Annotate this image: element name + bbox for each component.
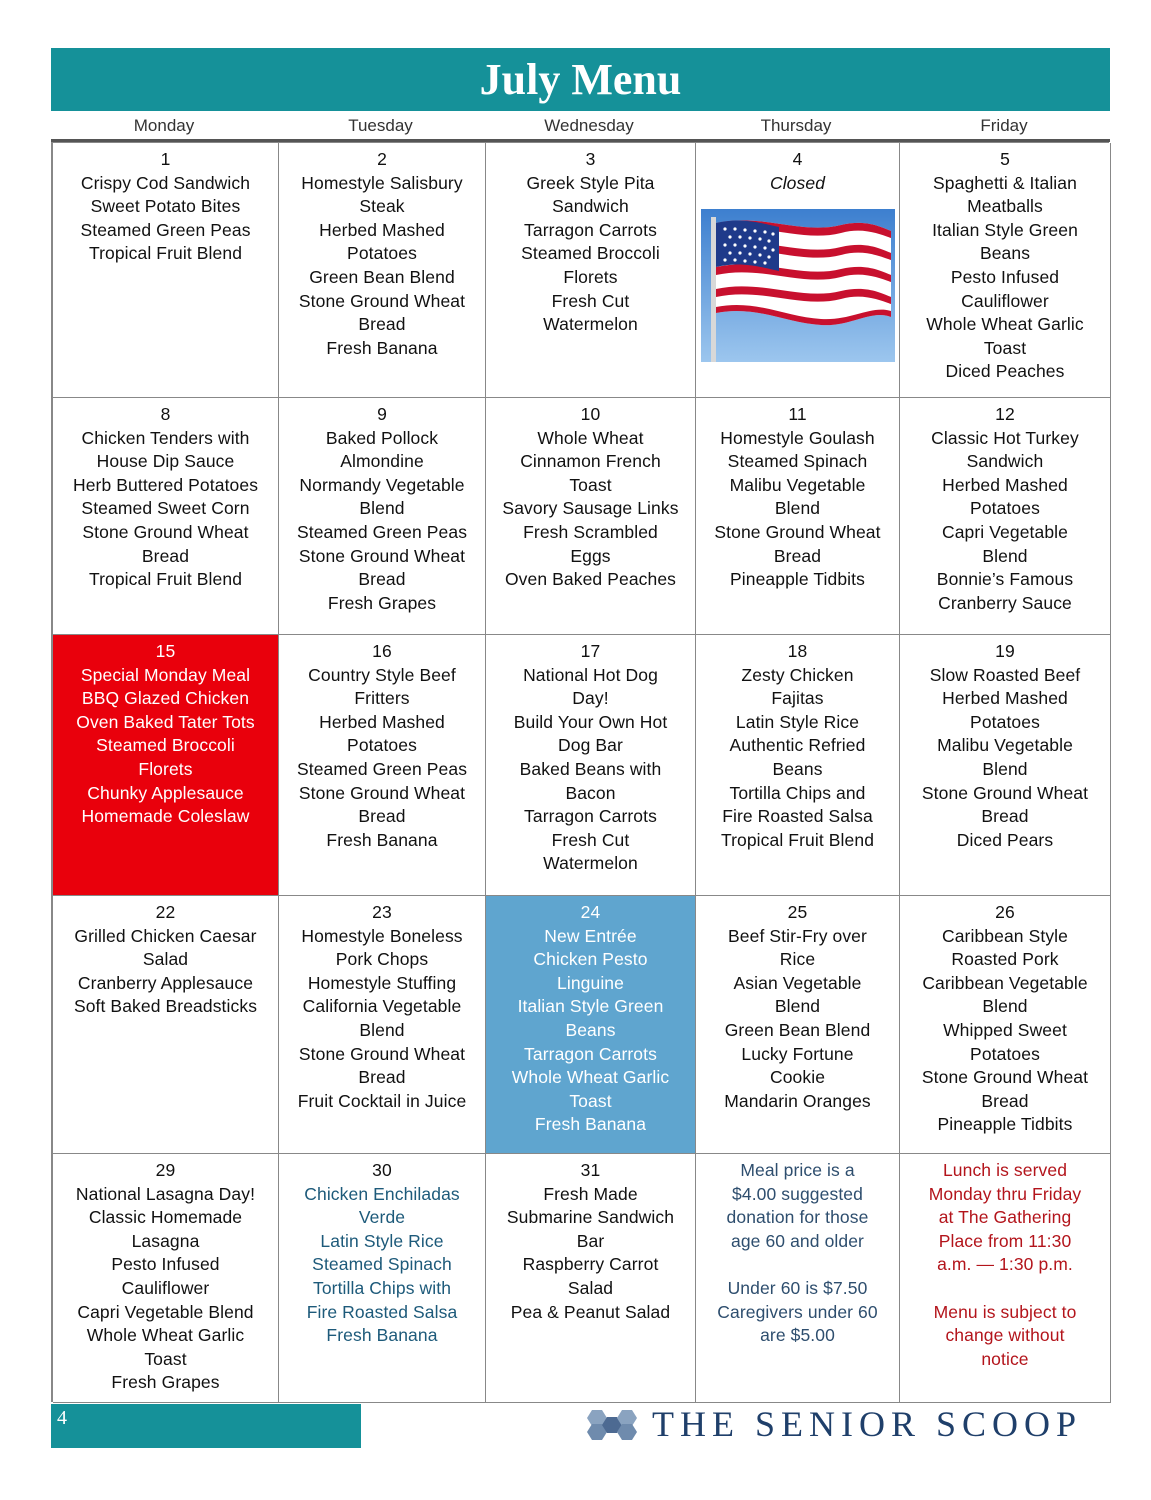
- day-cell-3: [486, 143, 696, 398]
- menu-item: Malibu Vegetable: [729, 474, 866, 495]
- menu-item: Florets: [138, 758, 193, 779]
- menu-item: Lucky Fortune: [741, 1043, 854, 1064]
- menu-item: Fresh Banana: [326, 829, 438, 850]
- price-line: Under 60 is $7.50: [727, 1277, 868, 1298]
- menu-item: Blend: [774, 498, 821, 519]
- menu-item: Fresh Scrambled: [523, 521, 658, 542]
- spacer: [696, 1253, 899, 1277]
- day-number: 22: [155, 902, 176, 922]
- menu-item: Caribbean Vegetable: [922, 972, 1088, 993]
- price-line: age 60 and older: [731, 1230, 864, 1251]
- day-number: 24: [580, 902, 601, 922]
- menu-item: Fresh Made: [543, 1183, 638, 1204]
- menu-item: Toast: [983, 337, 1027, 358]
- menu-item: Homestyle Goulash: [720, 427, 875, 448]
- menu-item: Herb Buttered Potatoes: [72, 474, 259, 495]
- menu-item: Potatoes: [347, 243, 417, 264]
- menu-item: Latin Style Rice: [320, 1230, 444, 1251]
- menu-item: Day!: [572, 688, 609, 709]
- closed-label: Closed: [769, 172, 826, 193]
- menu-item: Stone Ground Wheat: [921, 782, 1089, 803]
- menu-item: Bread: [358, 806, 406, 827]
- spacer: [900, 1277, 1110, 1301]
- day-number: 25: [787, 902, 808, 922]
- menu-item: Bread: [358, 569, 406, 590]
- day-number: 18: [787, 641, 808, 661]
- menu-item: Whole Wheat Garlic: [926, 314, 1084, 335]
- meal-price-info: [696, 1154, 900, 1403]
- menu-item: Raspberry Carrot: [522, 1254, 659, 1275]
- weekday-monday: Monday: [133, 116, 195, 135]
- menu-item: Rice: [779, 949, 816, 970]
- day-number: 3: [585, 149, 596, 169]
- menu-item: Homestyle Salisbury: [301, 172, 463, 193]
- menu-item: Build Your Own Hot: [513, 711, 668, 732]
- menu-item: Stone Ground Wheat: [298, 545, 466, 566]
- menu-item: Salad: [567, 1277, 614, 1298]
- day-cell-12: [900, 398, 1111, 635]
- menu-item: Lasagna: [131, 1230, 200, 1251]
- day-cell-15-special: [53, 635, 279, 896]
- menu-item: Stone Ground Wheat: [298, 1043, 466, 1064]
- menu-item: Meatballs: [967, 196, 1043, 217]
- menu-item: Whole Wheat Garlic: [511, 1067, 670, 1088]
- menu-item: Pesto Infused: [111, 1254, 220, 1275]
- menu-item: Fresh Grapes: [111, 1372, 220, 1393]
- day-cell-18: [696, 635, 900, 896]
- menu-item: Authentic Refried: [729, 735, 866, 756]
- day-number: 5: [1000, 149, 1010, 169]
- menu-item: Potatoes: [347, 735, 417, 756]
- menu-item: Potatoes: [970, 498, 1040, 519]
- menu-item: House Dip Sauce: [96, 451, 235, 472]
- day-cell-23: [279, 896, 486, 1154]
- menu-item: Fresh Grapes: [327, 592, 437, 613]
- day-cell-26: [900, 896, 1111, 1154]
- menu-item: Blend: [982, 545, 1028, 566]
- american-flag-image: [701, 209, 895, 362]
- menu-item: Homestyle Boneless: [301, 925, 463, 946]
- menu-item: Pork Chops: [335, 949, 429, 970]
- menu-item: Normandy Vegetable: [299, 474, 465, 495]
- menu-item: Tarragon Carrots: [524, 806, 657, 827]
- menu-item: Italian Style Green: [932, 219, 1078, 240]
- menu-item: Fajitas: [771, 688, 824, 709]
- menu-item: Cookie: [769, 1067, 826, 1088]
- menu-item: Tropical Fruit Blend: [88, 569, 243, 590]
- menu-item: Cauliflower: [121, 1277, 210, 1298]
- menu-item: Savory Sausage Links: [502, 498, 679, 519]
- menu-item: Chunky Applesauce: [87, 782, 244, 803]
- menu-item: Bread: [358, 1067, 406, 1088]
- hours-line: a.m. — 1:30 p.m.: [937, 1254, 1073, 1275]
- day-cell-4: [696, 143, 900, 398]
- day-cell-5: [900, 143, 1111, 398]
- day-cell-9: [279, 398, 486, 635]
- menu-item: Blend: [982, 758, 1028, 779]
- menu-item: Bread: [141, 545, 190, 566]
- menu-item: Fresh Cut: [551, 290, 630, 311]
- day-cell-1: [53, 143, 279, 398]
- menu-item: BBQ Glazed Chicken: [81, 688, 250, 709]
- day-number: 12: [995, 404, 1015, 424]
- notice-line: notice: [981, 1348, 1029, 1369]
- menu-item: Chicken Enchiladas: [304, 1183, 460, 1204]
- menu-item: Oven Baked Peaches: [504, 569, 677, 590]
- day-cell-8: [53, 398, 279, 635]
- day-number: 23: [372, 902, 392, 922]
- menu-item: Fresh Banana: [326, 1325, 438, 1346]
- menu-item: Green Bean Blend: [724, 1019, 871, 1040]
- day-number: 16: [372, 641, 392, 661]
- menu-item: Bacon: [565, 782, 616, 803]
- menu-item: Classic Homemade: [88, 1207, 243, 1228]
- newsletter-brand: [578, 1402, 1082, 1446]
- menu-item: Mandarin Oranges: [724, 1090, 871, 1111]
- menu-item: California Vegetable: [302, 996, 462, 1017]
- menu-item: Toast: [569, 1090, 612, 1111]
- menu-item: Bread: [981, 1090, 1029, 1111]
- day-number: 9: [377, 404, 387, 424]
- menu-item: Stone Ground Wheat: [298, 290, 466, 311]
- menu-title: July Menu: [51, 48, 1110, 111]
- menu-item: Eggs: [570, 545, 611, 566]
- price-line: donation for those: [726, 1207, 869, 1228]
- menu-item: Baked Beans with: [519, 758, 662, 779]
- menu-item: Tarragon Carrots: [524, 1043, 657, 1064]
- menu-item: Toast: [144, 1348, 187, 1369]
- menu-item: Green Bean Blend: [309, 266, 455, 287]
- newsletter-name: THE SENIOR SCOOP: [652, 1404, 1083, 1444]
- day-cell-30: [279, 1154, 486, 1403]
- notice-line: change without: [945, 1325, 1065, 1346]
- menu-item: Pesto Infused: [950, 266, 1060, 287]
- menu-item: Fire Roasted Salsa: [306, 1301, 458, 1322]
- hours-line: Monday thru Friday: [928, 1183, 1082, 1204]
- menu-item: Chicken Pesto: [533, 949, 648, 970]
- day-cell-29: [53, 1154, 279, 1403]
- menu-item: Stone Ground Wheat: [298, 782, 466, 803]
- menu-item: Beans: [772, 758, 823, 779]
- page-number-bar: [51, 1404, 361, 1448]
- day-number: 30: [372, 1160, 392, 1180]
- menu-item: Grilled Chicken Caesar: [74, 925, 257, 946]
- menu-item: Florets: [563, 266, 618, 287]
- menu-item: Steamed Green Peas: [296, 758, 468, 779]
- menu-item: Bar: [576, 1230, 605, 1251]
- menu-item: Steamed Sweet Corn: [81, 498, 250, 519]
- menu-item: Country Style Beef: [308, 664, 456, 685]
- menu-item: Herbed Mashed: [942, 688, 1068, 709]
- menu-item: Almondine: [340, 451, 424, 472]
- menu-item: Beef Stir-Fry over: [728, 925, 867, 946]
- menu-item: Herbed Mashed: [942, 474, 1068, 495]
- lunch-hours-info: [900, 1154, 1111, 1403]
- menu-item: Bread: [981, 806, 1029, 827]
- menu-item: Steak: [359, 196, 405, 217]
- day-number: 11: [788, 404, 807, 424]
- weekday-wednesday: Wednesday: [544, 116, 634, 135]
- menu-item: Zesty Chicken: [741, 664, 854, 685]
- menu-item: Caribbean Style: [941, 925, 1069, 946]
- menu-item: Roasted Pork: [951, 949, 1059, 970]
- menu-item: Blend: [774, 996, 821, 1017]
- day-number: 4: [792, 149, 803, 169]
- menu-item: Fresh Banana: [326, 337, 438, 358]
- menu-item: Baked Pollock: [325, 427, 439, 448]
- menu-item: Diced Peaches: [945, 361, 1065, 382]
- menu-item: Steamed Broccoli: [521, 243, 660, 264]
- day-number: 10: [580, 404, 601, 424]
- weekday-header: [51, 113, 1110, 142]
- menu-item: Slow Roasted Beef: [929, 664, 1081, 685]
- menu-item: Pineapple Tidbits: [730, 569, 865, 590]
- menu-item: Dog Bar: [558, 735, 623, 756]
- weekday-tuesday: Tuesday: [348, 116, 413, 135]
- menu-item: Pea & Peanut Salad: [510, 1301, 671, 1322]
- day-number: 17: [580, 641, 601, 661]
- day-number: 2: [377, 149, 387, 169]
- menu-item: Watermelon: [543, 314, 638, 335]
- menu-item: Steamed Green Peas: [80, 219, 251, 240]
- menu-item: Oven Baked Tater Tots: [76, 711, 255, 732]
- menu-item: Beans: [565, 1019, 616, 1040]
- menu-item: Stone Ground Wheat: [921, 1067, 1089, 1088]
- menu-item: Stone Ground Wheat: [714, 521, 881, 542]
- menu-item: Salad: [142, 949, 189, 970]
- menu-item: Blend: [359, 1019, 405, 1040]
- menu-item: Submarine Sandwich: [506, 1207, 675, 1228]
- menu-item: Fire Roasted Salsa: [722, 806, 873, 827]
- day-number: 31: [580, 1160, 601, 1180]
- menu-item: Steamed Green Peas: [296, 521, 468, 542]
- menu-item: Fresh Banana: [534, 1114, 647, 1135]
- day-number: 29: [155, 1160, 176, 1180]
- menu-item: Homestyle Stuffing: [307, 972, 457, 993]
- day-cell-17: [486, 635, 696, 896]
- menu-item: Linguine: [557, 972, 624, 993]
- menu-item: Bonnie’s Famous: [936, 569, 1074, 590]
- menu-item: Capri Vegetable: [941, 521, 1069, 542]
- menu-item: Tropical Fruit Blend: [88, 243, 243, 264]
- menu-item: Steamed Broccoli: [96, 735, 235, 756]
- menu-item: Cinnamon French: [520, 451, 661, 472]
- day-number: 26: [995, 902, 1015, 922]
- hours-line: Lunch is served: [942, 1160, 1068, 1180]
- day-cell-2: [279, 143, 486, 398]
- menu-item: Tarragon Carrots: [524, 219, 657, 240]
- day-number: 19: [995, 641, 1015, 661]
- menu-item: Steamed Spinach: [312, 1254, 452, 1275]
- menu-item: Stone Ground Wheat: [82, 521, 249, 542]
- menu-item: Tortilla Chips and: [729, 782, 866, 803]
- menu-item: Sandwich: [966, 451, 1044, 472]
- menu-item: Bread: [773, 545, 822, 566]
- page-number: 4: [57, 1407, 67, 1429]
- menu-item: Tropical Fruit Blend: [720, 829, 875, 850]
- menu-item: Whole Wheat Garlic: [86, 1325, 245, 1346]
- day-cell-24-new-entree: [486, 896, 696, 1154]
- day-cell-11: [696, 398, 900, 635]
- hexagon-logo-icon: [578, 1404, 642, 1444]
- menu-item: Sandwich: [552, 196, 629, 217]
- day-cell-31: [486, 1154, 696, 1403]
- menu-item: Steamed Spinach: [727, 451, 868, 472]
- menu-item: Fritters: [354, 688, 410, 709]
- price-line: $4.00 suggested: [732, 1183, 863, 1204]
- day-number: 1: [160, 149, 171, 169]
- menu-item: Latin Style Rice: [735, 711, 860, 732]
- day-cell-16: [279, 635, 486, 896]
- menu-item: Sweet Potato Bites: [90, 196, 241, 217]
- price-line: are $5.00: [760, 1325, 835, 1346]
- menu-item: Cranberry Applesauce: [77, 972, 254, 993]
- day-number: 8: [160, 404, 171, 424]
- menu-item: Toast: [569, 474, 612, 495]
- menu-item: Diced Pears: [956, 829, 1054, 850]
- menu-calendar-grid: [51, 142, 1109, 1402]
- menu-item: Cranberry Sauce: [938, 592, 1072, 613]
- menu-item: Fresh Cut: [551, 829, 630, 850]
- menu-item: Cauliflower: [961, 290, 1049, 311]
- menu-item: Whipped Sweet: [943, 1019, 1067, 1040]
- day-cell-25: [696, 896, 900, 1154]
- price-line: Meal price is a: [740, 1160, 855, 1180]
- day-cell-22: [53, 896, 279, 1154]
- menu-item: Bread: [358, 314, 406, 335]
- menu-item: Soft Baked Breadsticks: [73, 996, 258, 1017]
- menu-item: Italian Style Green: [517, 996, 664, 1017]
- menu-item: Potatoes: [970, 711, 1040, 732]
- menu-item: Watermelon: [543, 853, 638, 874]
- menu-item: Asian Vegetable: [733, 972, 862, 993]
- menu-item: Pineapple Tidbits: [937, 1114, 1073, 1135]
- day-cell-10: [486, 398, 696, 635]
- weekday-thursday: Thursday: [760, 116, 832, 135]
- menu-item: Greek Style Pita: [526, 172, 655, 193]
- menu-item: Tortilla Chips with: [312, 1277, 452, 1298]
- menu-item: Chicken Tenders with: [81, 427, 250, 448]
- menu-item: Potatoes: [970, 1043, 1040, 1064]
- menu-item: Special Monday Meal: [80, 664, 251, 685]
- price-line: Caregivers under 60: [717, 1301, 878, 1322]
- menu-item: Whole Wheat: [537, 427, 644, 448]
- menu-item: Verde: [358, 1207, 406, 1228]
- menu-item: National Lasagna Day!: [75, 1183, 256, 1204]
- menu-item: Homemade Coleslaw: [81, 806, 250, 827]
- hours-line: Place from 11:30: [938, 1230, 1072, 1251]
- hours-line: at The Gathering: [938, 1207, 1072, 1228]
- menu-item: Malibu Vegetable: [937, 735, 1073, 756]
- menu-item: Crispy Cod Sandwich: [80, 172, 251, 193]
- menu-item: Herbed Mashed: [319, 711, 445, 732]
- menu-item: National Hot Dog: [523, 664, 658, 685]
- menu-item: Classic Hot Turkey: [931, 427, 1079, 448]
- menu-item: Fruit Cocktail in Juice: [297, 1090, 467, 1111]
- menu-item: Blend: [982, 996, 1028, 1017]
- menu-item: Beans: [979, 243, 1031, 264]
- notice-line: Menu is subject to: [933, 1301, 1077, 1322]
- menu-item: Blend: [359, 498, 405, 519]
- day-cell-19: [900, 635, 1111, 896]
- day-number: 15: [155, 641, 176, 661]
- menu-item: New Entrée: [544, 925, 637, 946]
- weekday-friday: Friday: [980, 116, 1028, 135]
- menu-item: Spaghetti & Italian: [933, 172, 1077, 193]
- menu-item: Capri Vegetable Blend: [77, 1301, 254, 1322]
- menu-item: Herbed Mashed: [319, 219, 445, 240]
